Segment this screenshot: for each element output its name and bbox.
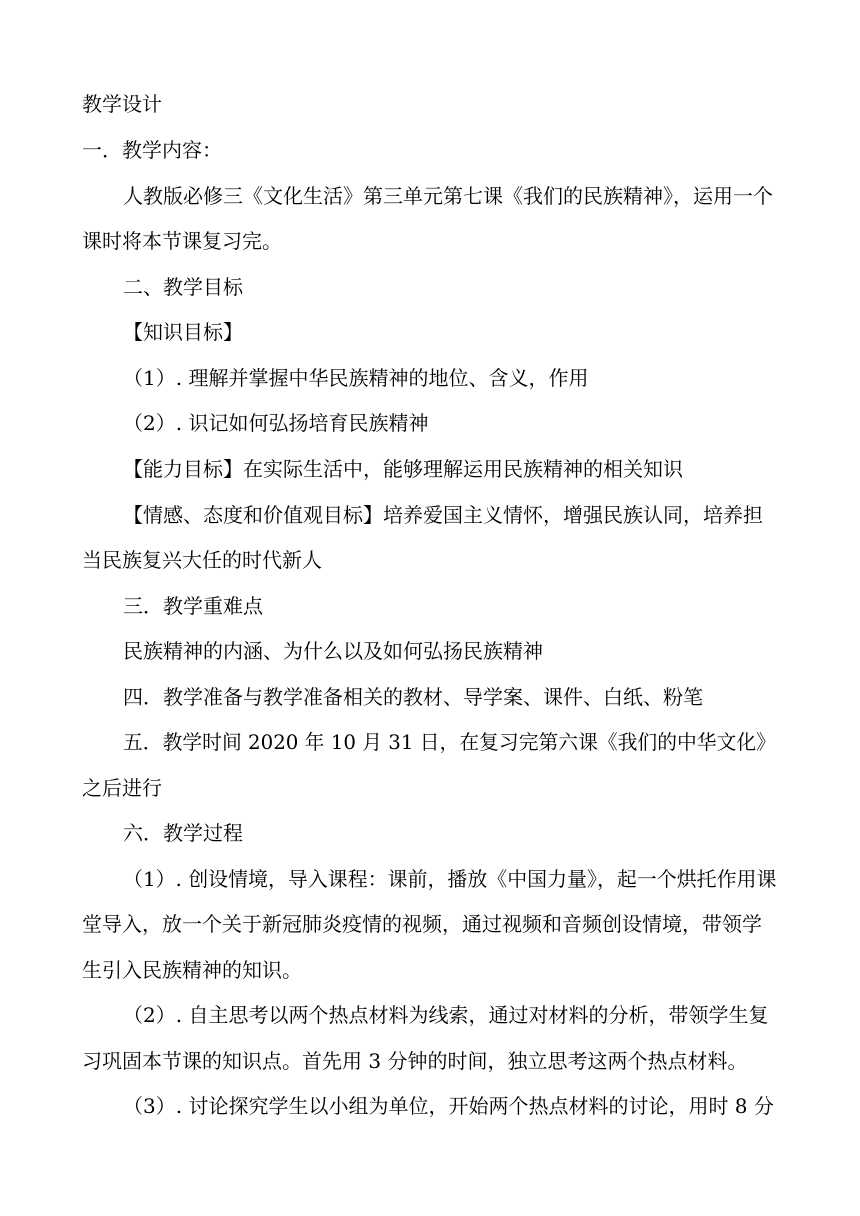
section-preparation: 四．教学准备与教学准备相关的教材、导学案、课件、白纸、粉笔 <box>123 685 703 709</box>
step-1-line-1: （1）. 创设情境，导入课程：课前，播放《中国力量》，起一个烘托作用课 <box>123 867 777 891</box>
step-3-line-1: （3）. 讨论探究学生以小组为单位，开始两个热点材料的讨论，用时 8 分 <box>123 1094 774 1118</box>
section-heading-objectives: 二、教学目标 <box>123 275 243 299</box>
step-2-line-1: （2）. 自主思考以两个热点材料为线索，通过对材料的分析，带领学生复 <box>123 1003 769 1027</box>
step-2-line-2: 习巩固本节课的知识点。首先用 3 分钟的时间，独立思考这两个热点材料。 <box>82 1049 748 1073</box>
section-heading-process: 六．教学过程 <box>123 821 243 845</box>
section-time-line-2: 之后进行 <box>82 776 162 800</box>
emotion-goal-line-2: 当民族复兴大任的时代新人 <box>82 548 322 572</box>
step-1-line-3: 生引入民族精神的知识。 <box>82 958 302 982</box>
section-time-line-1: 五．教学时间 2020 年 10 月 31 日，在复习完第六课《我们的中华文化》 <box>123 730 776 754</box>
step-1-line-2: 堂导入，放一个关于新冠肺炎疫情的视频，通过视频和音频创设情境，带领学 <box>82 912 762 936</box>
section-heading-key-points: 三．教学重难点 <box>123 594 263 618</box>
emotion-goal-line-1: 【情感、态度和价值观目标】培养爱国主义情怀，增强民族认同，培养担 <box>123 503 763 527</box>
knowledge-goal-1: （1）. 理解并掌握中华民族精神的地位、含义，作用 <box>123 366 589 390</box>
section-content-line-2: 课时将本节课复习完。 <box>82 229 282 253</box>
ability-goal: 【能力目标】在实际生活中，能够理解运用民族精神的相关知识 <box>123 457 683 481</box>
knowledge-goal-heading: 【知识目标】 <box>123 320 243 344</box>
key-points-body: 民族精神的内涵、为什么以及如何弘扬民族精神 <box>123 639 543 663</box>
section-content-line-1: 人教版必修三《文化生活》第三单元第七课《我们的民族精神》，运用一个 <box>123 184 773 208</box>
document-title: 教学设计 <box>82 92 162 116</box>
section-heading-content: 一．教学内容： <box>82 138 222 162</box>
knowledge-goal-2: （2）. 识记如何弘扬培育民族精神 <box>123 411 429 435</box>
